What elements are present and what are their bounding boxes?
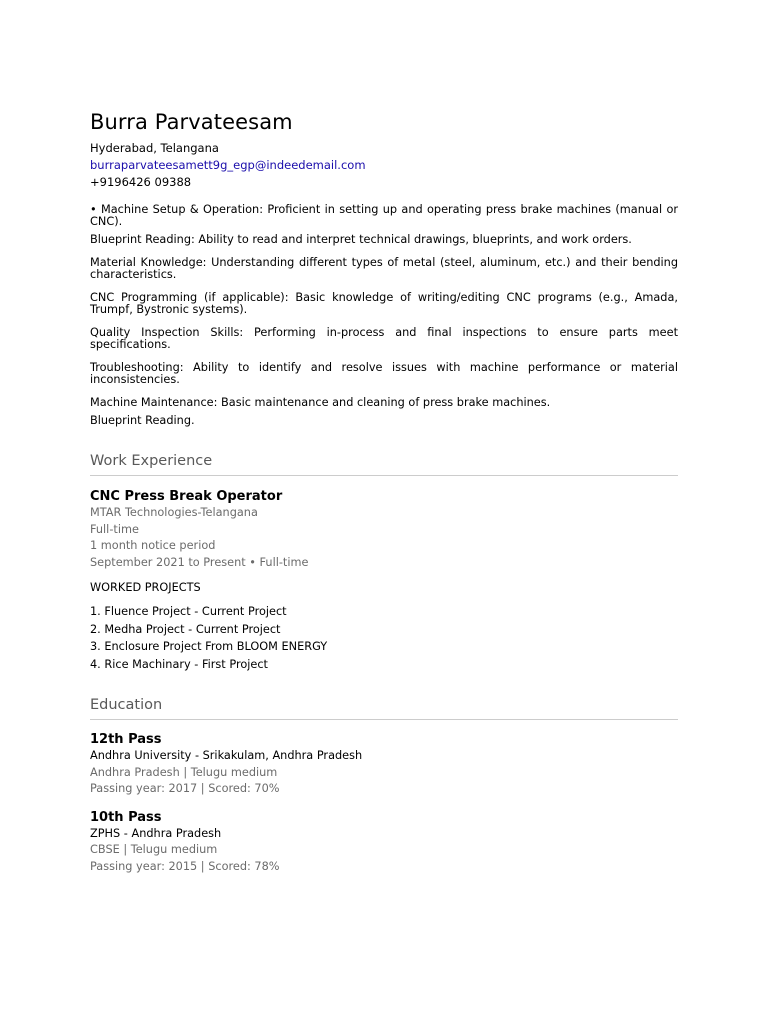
project-item: 1. Fluence Project - Current Project <box>90 605 287 618</box>
company-name: MTAR Technologies-Telangana <box>90 506 258 519</box>
phone-number: +9196426 09388 <box>90 175 192 189</box>
skills-summary <box>90 204 678 427</box>
summary-line: Blueprint Reading. <box>90 414 195 427</box>
education-heading: Education <box>90 697 678 720</box>
degree-title: 10th Pass <box>90 809 162 825</box>
school-name: ZPHS - Andhra Pradesh <box>90 826 222 840</box>
projects-heading: WORKED PROJECTS <box>90 581 201 594</box>
education-result: Passing year: 2017 | Scored: 70% <box>90 782 280 795</box>
resume-content <box>90 108 678 875</box>
location: Hyderabad, Telangana <box>90 141 219 155</box>
notice-period: 1 month notice period <box>90 539 216 552</box>
candidate-name: Burra Parvateesam <box>90 110 293 134</box>
project-item: 3. Enclosure Project From BLOOM ENERGY <box>90 640 328 653</box>
work-experience-heading: Work Experience <box>90 453 678 476</box>
education-board: CBSE | Telugu medium <box>90 843 218 856</box>
project-item: 4. Rice Machinary - First Project <box>90 657 268 671</box>
education-board: Andhra Pradesh | Telugu medium <box>90 765 278 779</box>
summary-line: Quality Inspection Skills: Performing in-process and final inspections to ensure parts meet specifications. <box>90 326 678 351</box>
summary-line: CNC Programming (if applicable): Basic knowledge of writing/editing CNC programs (e.g., Amada, Trumpf, Bystronic systems). <box>90 291 678 316</box>
summary-line: Material Knowledge: Understanding different types of metal (steel, aluminum, etc.) and their bending characteristics. <box>90 256 678 281</box>
school-name: Andhra University - Srikakulam, Andhra Pradesh <box>90 749 363 762</box>
summary-line: Troubleshooting: Ability to identify and resolve issues with machine performance or material inconsistencies. <box>90 361 678 386</box>
project-item: 2. Medha Project - Current Project <box>90 622 281 636</box>
summary-line: Machine Maintenance: Basic maintenance and cleaning of press brake machines. <box>90 396 551 409</box>
education-entry <box>90 731 678 798</box>
work-experience-section <box>90 453 678 673</box>
employment-type: Full-time <box>90 522 139 536</box>
employment-dates: September 2021 to Present • Full-time <box>90 555 309 569</box>
project-list <box>90 603 678 673</box>
resume-header <box>90 108 678 191</box>
summary-line: Blueprint Reading: Ability to read and interpret technical drawings, blueprints, and work orders. <box>90 233 632 246</box>
degree-title: 12th Pass <box>90 732 162 747</box>
education-result: Passing year: 2015 | Scored: 78% <box>90 859 280 873</box>
education-section <box>90 697 678 875</box>
education-entry <box>90 809 678 876</box>
email-link[interactable]: burraparvateesamett9g_egp@indeedemail.com <box>90 158 366 172</box>
job-title: CNC Press Break Operator <box>90 489 283 504</box>
summary-line: • Machine Setup & Operation: Proficient in setting up and operating press brake machines (manual or CNC). <box>90 203 678 228</box>
